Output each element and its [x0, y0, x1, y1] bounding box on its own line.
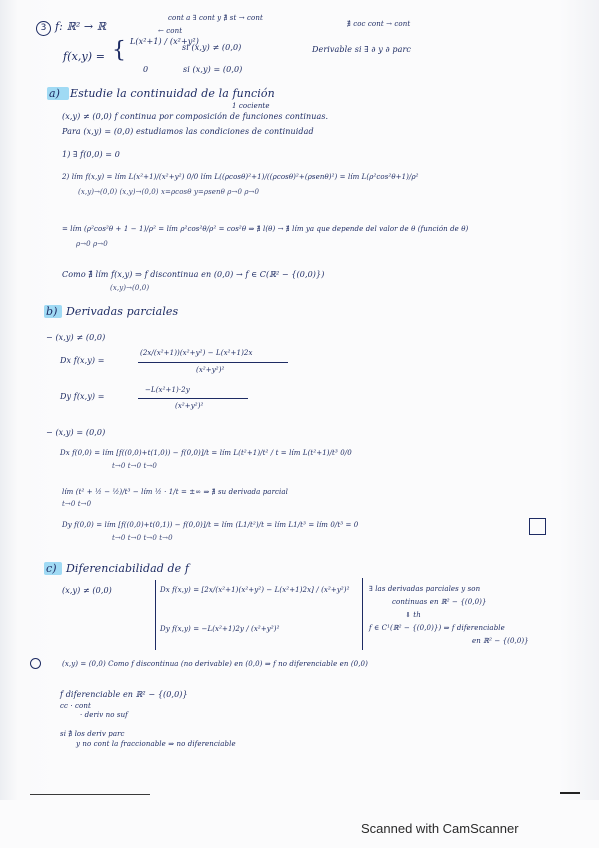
def-case1-expr: L(x²+1) / (x²+y²) [130, 37, 199, 46]
part-c-case1: (x,y) ≠ (0,0) [62, 586, 112, 595]
part-b-label: b) [46, 305, 58, 318]
problem-header: f: ℝ² → ℝ [55, 20, 107, 33]
part-b-dx0-b-sub: t→0 t→0 [62, 500, 92, 508]
part-a-line1: (x,y) ≠ (0,0) f continua por composición de funciones continuas. [62, 112, 329, 121]
part-c-dx: Dx f(x,y) = [2x/(x²+1)(x²+y²) − L(x²+1)2x] / (x²+y²)² [160, 586, 350, 594]
part-b-dy-den: (x²+y²)² [175, 402, 204, 410]
part-b-case1: − (x,y) ≠ (0,0) [46, 333, 106, 342]
part-b-dy0: Dy f(0,0) = lím [f((0,0)+t(0,1)) − f(0,0)]/t = lím (L1/t²)/t = lím L1/t³ = lím 0/t³ = 0 [62, 521, 359, 529]
side-note-2: ∄ coc cont → cont [347, 20, 411, 28]
part-c-case2: (x,y) = (0,0) Como f discontinua (no derivable) en (0,0) ⇒ f no diferenciable en (0,0) [62, 660, 368, 668]
problem-number-circle: 3 [36, 21, 51, 36]
part-c-title: Diferenciabilidad de f [66, 562, 190, 575]
part-c-concl2: cc · cont [60, 702, 91, 710]
part-c-concl1: f diferenciable en ℝ² − {(0,0)} [60, 690, 188, 699]
part-b-dy-lhs: Dy f(x,y) = [60, 392, 105, 401]
def-brace: { [112, 38, 127, 63]
part-a-cond2: 2) lím f(x,y) = lím L(x²+1)/(x²+y²) 0/0 lím L((ρcosθ)²+1)/((ρcosθ)²+(ρsenθ)²) = lím L(ρ²cos²θ+1)/ρ² [62, 173, 419, 181]
part-c-right5: en ℝ² − {(0,0)} [472, 637, 529, 645]
part-c-concl4: si ∄ los deriv parc [60, 730, 125, 738]
page-edge-right [560, 792, 580, 794]
part-b-dx0: Dx f(0,0) = lím [f((0,0)+t(1,0)) − f(0,0)]/t = lím L(t²+1)/t² / t = lím L(t²+1)/t³ 0/0 [60, 449, 352, 457]
part-a-label: a) [49, 87, 61, 100]
part-c-right3: ⇓ th [405, 611, 421, 619]
part-b-dy-bar [138, 398, 248, 399]
def-lhs: f(x,y) = [63, 50, 106, 63]
part-c-concl3: · deriv no suf [80, 711, 128, 719]
part-b-dx0-sub: t→0 t→0 t→0 [112, 462, 157, 470]
part-a-cond1: 1) ∃ f(0,0) = 0 [62, 150, 120, 159]
part-c-concl5: y no cont la fraccionable ⇒ no diferenciable [76, 740, 236, 748]
part-b-dx0-b: lím (t² + ½ − ½)/t³ − lím ½ · 1/t = ±∞ ⇒ ∄ su derivada parcial [62, 488, 289, 496]
part-b-dx-bar [138, 362, 288, 363]
part-c-right1: ∃ las derivadas parciales y son [369, 585, 481, 593]
def-note: Derivable si ∃ ∂ y ∂ parc [312, 45, 411, 54]
camscanner-watermark: Scanned with CamScanner [361, 821, 519, 836]
part-b-title: Derivadas parciales [66, 305, 179, 318]
side-note-1b: ← cont [158, 27, 183, 35]
part-a-line3: = lím (ρ²cos²θ + 1 − 1)/ρ² = lím ρ²cos²θ/ρ² = cos²θ ⇒ ∄ l(θ) → ∄ lím ya que depende del valor de θ (función de θ) [62, 225, 469, 233]
part-a-cond2-sub: (x,y)→(0,0) (x,y)→(0,0) x=ρcosθ y=ρsenθ ρ→0 ρ→0 [78, 188, 260, 196]
part-b-case2: − (x,y) = (0,0) [46, 428, 106, 437]
part-a-note-above: 1 cociente [232, 102, 270, 110]
side-note-1: cont a ∃ cont y ∄ st → cont [168, 14, 263, 22]
def-case1-cond: si (x,y) ≠ (0,0) [182, 43, 242, 52]
part-b-dx-lhs: Dx f(x,y) = [60, 356, 105, 365]
part-b-result-box [529, 518, 546, 535]
part-c-right-bar [362, 578, 363, 650]
part-a-line3-sub: ρ→0 ρ→0 [76, 240, 108, 248]
part-c-left-brace [155, 580, 156, 650]
def-case2-cond: si (x,y) = (0,0) [183, 65, 243, 74]
part-a-line4-sub: (x,y)→(0,0) [110, 284, 150, 292]
bullet-circle-icon [30, 658, 41, 669]
page-edge-left [30, 794, 150, 795]
part-a-line2: Para (x,y) = (0,0) estudiamos las condiciones de continuidad [62, 127, 314, 136]
part-b-dx-den: (x²+y²)² [196, 366, 225, 374]
def-case2-expr: 0 [143, 65, 149, 74]
part-c-label: c) [46, 562, 57, 575]
part-b-dy-num: −L(x²+1)·2y [145, 386, 190, 394]
part-c-right2: continuas en ℝ² − {(0,0)} [392, 598, 487, 606]
part-c-dy: Dy f(x,y) = −L(x²+1)2y / (x²+y²)² [160, 625, 280, 633]
part-c-right4: f ∈ C¹(ℝ² − {(0,0)}) ⇒ f diferenciable [369, 624, 505, 632]
part-b-dy0-sub: t→0 t→0 t→0 t→0 [112, 534, 173, 542]
part-b-dx-num: (2x/(x²+1))(x²+y²) − L(x²+1)2x [140, 349, 253, 357]
part-a-title: Estudie la continuidad de la función [70, 87, 275, 100]
part-a-line4: Como ∄ lím f(x,y) ⇒ f discontinua en (0,0) → f ∈ C(ℝ² − {(0,0)}) [62, 270, 325, 279]
